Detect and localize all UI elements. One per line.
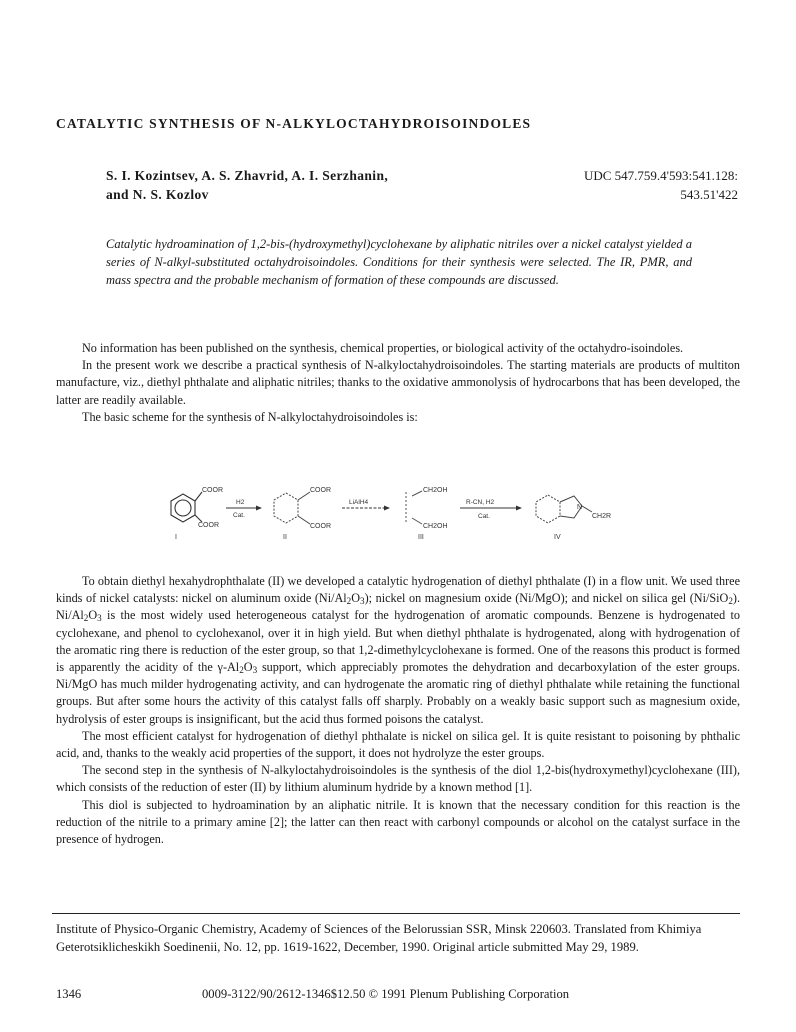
compound-number-i: I [175, 534, 177, 541]
author-line-1: S. I. Kozintsev, A. S. Zhavrid, A. I. Serzhanin, [106, 168, 389, 183]
author-list [106, 166, 388, 204]
body-text-main [56, 573, 740, 848]
body-text-intro [56, 340, 740, 426]
author-line-2: and N. S. Kozlov [106, 187, 209, 202]
udc-code [584, 166, 738, 204]
arrow-head-2 [384, 506, 390, 511]
compound-i-structure [171, 492, 202, 522]
compound-ii-label-bottom: COOR [310, 523, 331, 530]
reagent-rcn-h2: R-CN, H2 [466, 499, 495, 506]
reaction-scheme [156, 478, 626, 544]
compound-i-label-bottom: COOR [198, 522, 219, 529]
reagent-h2: H2 [236, 499, 245, 506]
paragraph: To obtain diethyl hexahydrophthalate (II) we developed a catalytic hydrogenation of diethyl phthalate (I) in a flow unit. We used three kinds of nickel catalysts: nickel on aluminum oxide $(Ni/Al_2O_3)$; nickel on magnesium oxide (Ni/MgO); and nickel on silica gel (Ni/SiO$_2$). $Ni/Al_2O_3$ is the most widely used heterogeneous catalyst for the hydrogenation of aromatic compounds. Benzene is hydrogenated to cyclohexane, and phenol to cyclohexanol, over it in high yield. But when diethyl phthalate is hydrogenated, along with hydrogenation of the aromatic ring there is reduction of the ester group, so that 1,2-dimethylcyclohexane is formed. One of the reasons this product is formed is apparently the acidity of the $\gamma-Al_2O_3$ support, which appreciably promotes the dehydration and decarboxylation of the ester groups. Ni/MgO has much milder hydrogenating activity, and can hydrogenate the aromatic ring of diethyl phthalate while retaining the functional groups. But after some hours the activity of this catalyst falls off sharply. Probably on a weakly basic support such as magnesium oxide, hydrolysis of ester groups is insignificant, but the acid thus formed poisons the catalyst. [56, 574, 740, 726]
arrow-head-1 [256, 506, 262, 511]
compound-iii-structure [406, 491, 422, 524]
reagent-cat-1: Cat. [233, 512, 245, 519]
footnote-divider [52, 913, 740, 914]
arrow-head-3 [516, 506, 522, 511]
udc-line-1: UDC 547.759.4'593:541.128: [583, 168, 738, 183]
affiliation-footnote: Institute of Physico-Organic Chemistry, Academy of Sciences of the Belorussian SSR, Minsk 220603. Translated from Khimiya Geterotsiklicheskikh Soedinenii, No. 12, pp. 1619-1622, December, 1990. Original article submitted May 29, 1989. [56, 922, 702, 954]
copyright-line: 0009-3122/90/2612-1346$12.50 © 1991 Plenum Publishing Corporation [202, 987, 570, 1001]
udc-line-2: 543.51'422 [680, 187, 738, 202]
compound-iv-n-label: N [577, 504, 583, 511]
compound-iv-label: CH2R [592, 513, 612, 520]
compound-number-ii: II [283, 534, 287, 541]
paper-title: CATALYTIC SYNTHESIS OF N-ALKYLOCTAHYDROISOINDOLES [56, 116, 532, 131]
paragraph: No information has been published on the synthesis, chemical properties, or biological activity of the octahydro-isoindoles. [82, 341, 684, 355]
abstract: Catalytic hydroamination of 1,2-bis-(hydroxymethyl)cyclohexane by aliphatic nitriles over a nickel catalyst yielded a series of N-alkyl-substituted octahydroisoindoles. Conditions for their synthesis were selected. The IR, PMR, and mass spectra and the probable mechanism of formation of these compounds are discussed. [106, 237, 692, 287]
compound-iii-label-top: CH2OH [423, 487, 448, 494]
page-number: 1346 [56, 987, 82, 1001]
compound-number-iii: III [418, 534, 424, 541]
compound-ii-label-top: COOR [310, 487, 331, 494]
compound-iii-label-bottom: CH2OH [423, 523, 448, 530]
reagent-lialh4: LiAlH4 [349, 499, 369, 506]
paragraph: The second step in the synthesis of N-alkyloctahydroisoindoles is the synthesis of the diol 1,2-bis(hydroxymethyl)cyclohexane (III), which consists of the reduction of ester (II) by lithium aluminum hydride by a known method [1]. [56, 763, 740, 795]
compound-iv-structure [536, 495, 592, 523]
compound-i-label-top: COOR [202, 487, 223, 494]
reagent-cat-2: Cat. [478, 513, 490, 520]
paragraph: In the present work we describe a practical synthesis of N-alkyloctahydroisoindoles. The starting materials are products of multiton manufacture, viz., diethyl phthalate and aliphatic nitriles; thanks to the oxidative ammonolysis of hydrocarbons that has been developed, the latter are readily available. [56, 358, 740, 407]
paragraph: The basic scheme for the synthesis of N-alkyloctahydroisoindoles is: [82, 409, 418, 424]
paragraph: This diol is subjected to hydroamination by an aliphatic nitrile. It is known that the necessary condition for this reaction is the reduction of the nitrile to a primary amine [2]; the latter can then react with carbonyl compounds or alcohol on the catalyst surface in the presence of hydrogen. [56, 797, 740, 847]
compound-number-iv: IV [554, 534, 561, 541]
compound-ii-structure [274, 492, 310, 524]
paragraph: The most efficient catalyst for hydrogenation of diethyl phthalate is nickel on silica gel. It is quite resistant to poisoning by phthalic acid, and, thanks to the weakly acid properties of the support, it does not hydrolyze the ester groups. [56, 728, 740, 761]
